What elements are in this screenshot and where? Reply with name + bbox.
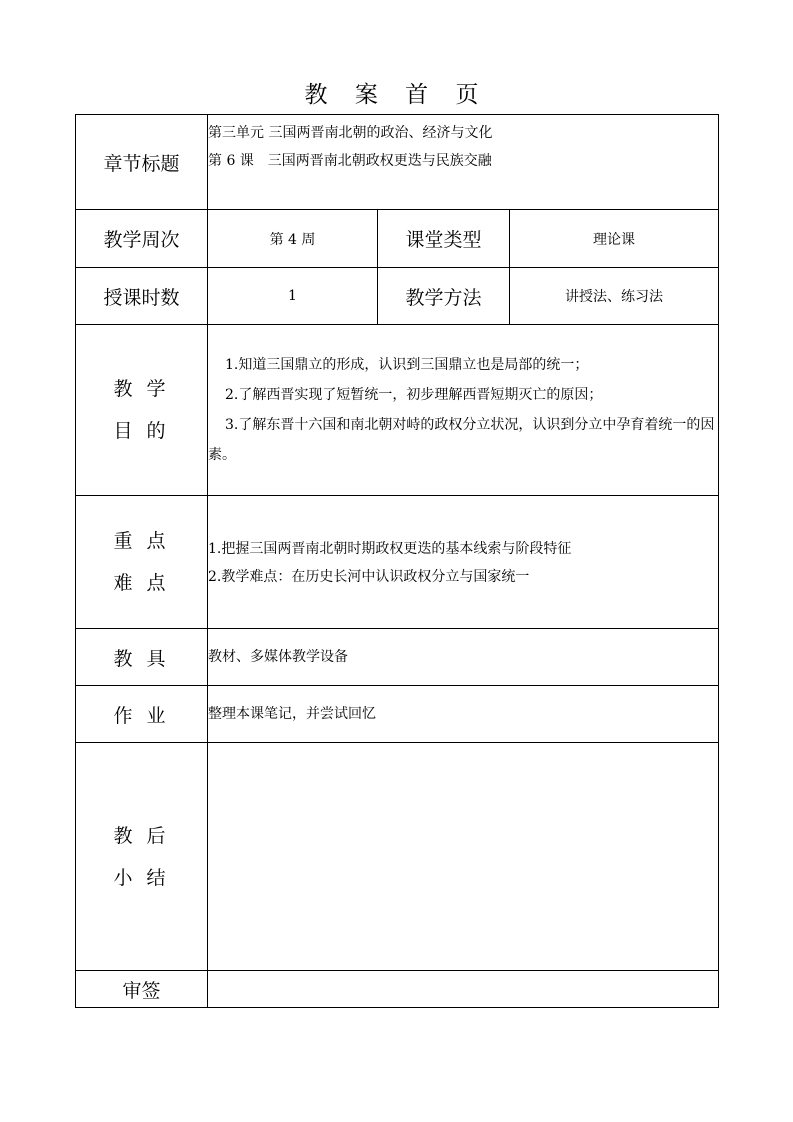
- objectives-label: [76, 325, 208, 496]
- homework-label: 作 业: [76, 686, 208, 743]
- class-type-label: 课堂类型: [378, 210, 510, 268]
- hours-value: 1: [208, 268, 378, 325]
- key-points-row: [76, 496, 719, 629]
- page-title: 教 案 首 页: [304, 82, 489, 108]
- chapter-lesson: 第 6 课 三国两晋南北朝政权更迭与民族交融: [208, 153, 492, 169]
- objectives-row: [76, 325, 719, 496]
- chapter-label: 章节标题: [76, 115, 208, 210]
- chapter-row: [76, 115, 719, 210]
- key-points-label-line2: 难 点: [113, 572, 170, 594]
- tools-row: [76, 629, 719, 686]
- key-points-list: [208, 496, 719, 629]
- objective-item: 3.了解东晋十六国和南北朝对峙的政权分立状况，认识到分立中孕育着统一的因素。: [208, 417, 715, 463]
- summary-label-line1: 教 后: [113, 824, 170, 847]
- objectives-label-line1: 教 学: [113, 378, 170, 400]
- review-value: [208, 971, 719, 1008]
- chapter-value: [208, 115, 719, 210]
- summary-label: [76, 743, 208, 971]
- week-value: 第 4 周: [208, 210, 378, 268]
- objective-item: 1.知道三国鼎立的形成，认识到三国鼎立也是局部的统一；: [225, 357, 589, 373]
- key-point-item: 2.教学难点：在历史长河中认识政权分立与国家统一: [208, 569, 530, 585]
- hours-label: 授课时数: [76, 268, 208, 325]
- class-type-value: 理论课: [510, 210, 719, 268]
- homework-value: 整理本课笔记，并尝试回忆: [208, 686, 719, 743]
- week-row: [76, 210, 719, 268]
- summary-value: [208, 743, 719, 971]
- objectives-list: [208, 325, 719, 496]
- week-label: 教学周次: [76, 210, 208, 268]
- key-point-item: 1.把握三国两晋南北朝时期政权更迭的基本线索与阶段特征: [208, 541, 572, 557]
- tools-label: 教 具: [76, 629, 208, 686]
- key-points-label: [76, 496, 208, 629]
- summary-label-line2: 小 结: [113, 866, 170, 889]
- summary-row: [76, 743, 719, 971]
- review-label: 审签: [76, 971, 208, 1008]
- method-value: 讲授法、练习法: [510, 268, 719, 325]
- homework-row: [76, 686, 719, 743]
- hours-row: [76, 268, 719, 325]
- method-label: 教学方法: [378, 268, 510, 325]
- tools-value: 教材、多媒体教学设备: [208, 629, 719, 686]
- chapter-unit: 第三单元 三国两晋南北朝的政治、经济与文化: [208, 125, 493, 141]
- lesson-plan-table: [75, 114, 719, 1008]
- review-row: [76, 971, 719, 1008]
- objective-item: 2.了解西晋实现了短暂统一，初步理解西晋短期灭亡的原因；: [225, 387, 603, 403]
- key-points-label-line1: 重 点: [113, 530, 170, 552]
- objectives-label-line2: 目 的: [113, 420, 170, 442]
